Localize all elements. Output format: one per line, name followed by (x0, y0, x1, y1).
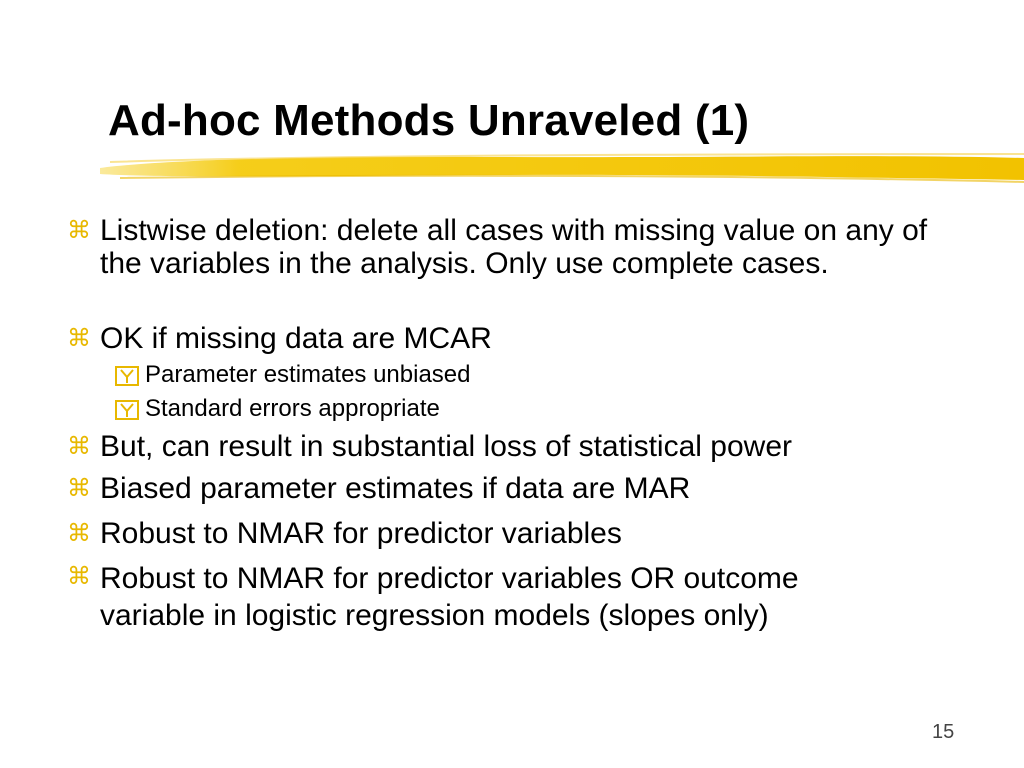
bullet-text: Robust to NMAR for predictor variables (100, 517, 622, 550)
bullet-text: But, can result in substantial loss of statistical power (100, 430, 792, 463)
bullet-item (67, 517, 960, 550)
slide-title: Ad-hoc Methods Unraveled (1) (108, 96, 750, 145)
bullet-item (67, 472, 960, 505)
y-checkbox-icon (115, 400, 139, 420)
command-key-icon: ⌘ (67, 562, 91, 590)
bullet-text: Robust to NMAR for predictor variables OR outcome variable in logistic regression models (slopes only) (100, 562, 799, 632)
bullet-text: OK if missing data are MCAR (100, 322, 492, 355)
command-key-icon: ⌘ (67, 474, 91, 502)
bullet-item (67, 322, 960, 355)
command-key-icon: ⌘ (67, 519, 91, 547)
highlighter-stroke (100, 148, 1024, 188)
bullet-item (67, 560, 900, 634)
page-number: 15 (932, 721, 955, 743)
bullet-item (67, 430, 960, 463)
bullet-text: Listwise deletion: delete all cases with missing value on any of the variables in the analysis. Only use complete cases. (100, 214, 928, 280)
sub-bullet-text: Parameter estimates unbiased (145, 361, 471, 388)
command-key-icon: ⌘ (67, 324, 91, 352)
sub-bullet-item (145, 394, 440, 424)
bullet-text: Biased parameter estimates if data are MAR (100, 472, 691, 505)
command-key-icon: ⌘ (67, 216, 91, 244)
sub-bullet-text: Standard errors appropriate (145, 395, 440, 422)
y-checkbox-icon (115, 366, 139, 386)
command-key-icon: ⌘ (67, 432, 91, 460)
bullet-item (67, 214, 960, 280)
sub-bullet-item (145, 360, 471, 390)
